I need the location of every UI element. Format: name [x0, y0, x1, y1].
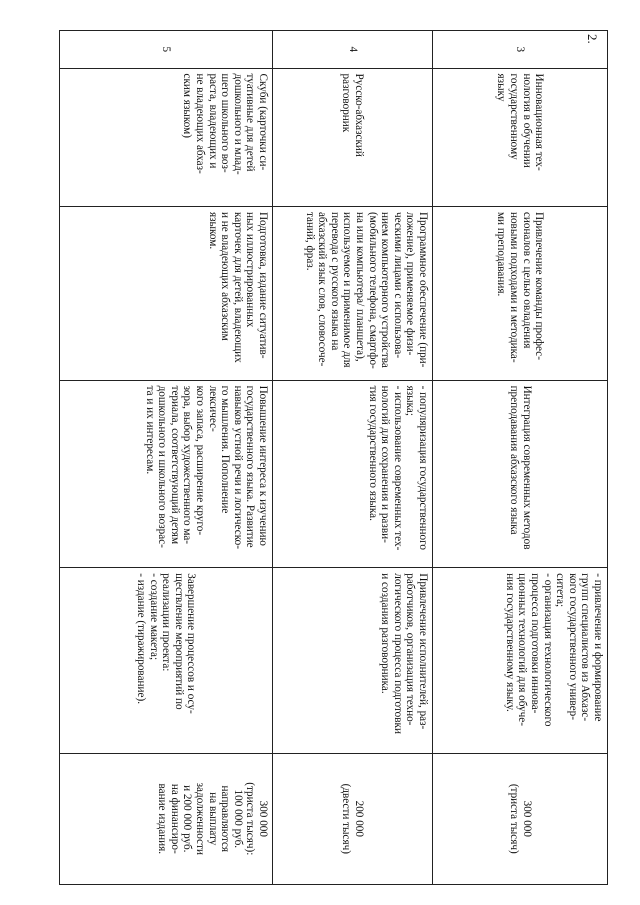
project-description-text: Подготовка, издание ситуатив- ных иллюстрированных карточек для детей, владеющих и не владеющих абхазским языком.	[206, 211, 269, 363]
project-goal-text: Повышение интереса к изучению государственного языка. Развитие навыков устной речи и логическо- го мышления. Пополнение лексичес- кого запаса, расширение круго- зора, выбор художественного ма- териала, соответствующий детям дошкольного и школьного возрас- та и их интересам.	[143, 385, 269, 549]
project-goal	[273, 380, 433, 568]
project-actions	[60, 568, 273, 753]
table-row	[273, 31, 433, 885]
project-name	[433, 68, 608, 206]
project-goal	[60, 380, 273, 568]
project-actions	[273, 568, 433, 753]
project-actions-text: - привлечение и формирование групп специалистов из Абхазс- кого государственного универ- ситета; - организация технологического процесса подготовки иннова- ционных технологий для обуче- ния государственному языку.	[503, 573, 604, 727]
project-name-text: Русско-абхазский разговорник	[340, 73, 366, 157]
project-goal-text: Интеграция современных методов преподавания абхазского языка	[508, 385, 533, 550]
project-cost-text: 200 000 (двести тысяч)	[340, 783, 366, 854]
project-cost-text: 300 000 (триста тысяч): 100 000 руб. направляются на выплату задолженности и 200 000 руб. на финансиро- вание издания.	[156, 782, 269, 856]
project-cost	[273, 753, 433, 884]
project-cost	[433, 753, 608, 884]
row-number: 3	[433, 31, 608, 69]
project-name	[273, 68, 433, 206]
table-row	[60, 31, 273, 885]
projects-table	[59, 30, 608, 885]
page-number: 2.	[585, 34, 600, 44]
project-description	[433, 206, 608, 380]
project-name	[60, 68, 273, 206]
rotated-page-content	[60, 30, 608, 885]
row-number: 5	[60, 31, 273, 69]
project-goal	[433, 380, 608, 568]
project-actions-text: Завершение процессов и осу- ществление мероприятий по реализации проекта: - создание макета; - издание (тиражирование).	[135, 573, 198, 714]
project-cost	[60, 753, 273, 884]
project-name-text: Инновационная тех- нология в обучении государственному языку	[495, 73, 546, 171]
table-row	[433, 31, 608, 885]
project-description-text: Программное обеспечение (при- ложение), применяемое физи- ческими лицами с использова- нием компьютерного устройства (мобильного телефона, смартфо- на или компьютера/ планшета), используемое и применимое для перевода с русского языка на абхазский язык слов, словосоче- таний, фраз.	[303, 211, 429, 369]
project-cost-text: 300 000 (триста тысяч)	[508, 783, 533, 854]
project-goal-text: - популяризация государственного языка; - использование современных тех- нологий для сохранения и разви- тия государственного языка.	[366, 385, 429, 551]
project-description-text: Привлечение команды профес- сионалов с целью овладения новыми подходами и методика- ми преподавания.	[495, 211, 546, 363]
project-name-text: Скуби (карточки си- туативные для детей дошкольного и млад- шего школьного воз- раста, владеющих и не владеющих абхаз- ским языком)	[181, 73, 269, 175]
project-actions	[433, 568, 608, 753]
project-actions-text: Привлечение исполнителей, раз- работчиков, организация техно- логического процесса подготовки и создания разговорника.	[379, 573, 429, 734]
row-number: 4	[273, 31, 433, 69]
project-description	[60, 206, 273, 380]
project-description	[273, 206, 433, 380]
